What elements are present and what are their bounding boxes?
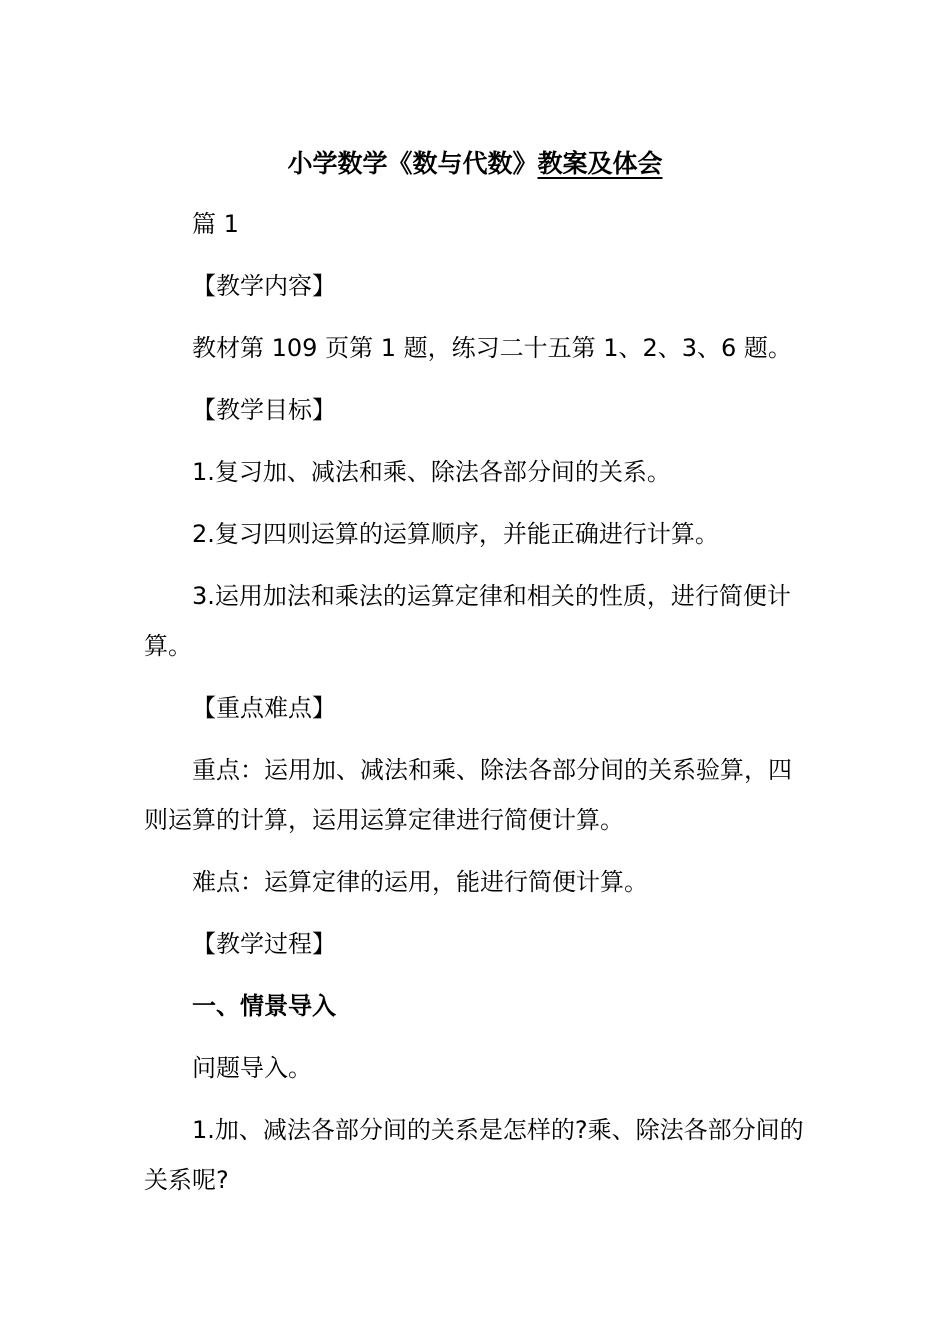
goal-item-1: 1.复习加、减法和乘、除法各部分间的关系。 xyxy=(192,458,671,486)
document-title xyxy=(0,144,950,184)
key-points-line1: 重点：运用加、减法和乘、除法各部分间的关系验算，四 xyxy=(192,756,792,784)
heading-teaching-goals: 【教学目标】 xyxy=(192,396,336,424)
goal-item-2: 2.复习四则运算的运算顺序，并能正确进行计算。 xyxy=(192,520,719,548)
intro-text: 问题导入。 xyxy=(192,1054,312,1082)
heading-teaching-content: 【教学内容】 xyxy=(192,272,336,300)
heading-teaching-process: 【教学过程】 xyxy=(192,930,336,958)
question-1-line2: 关系呢? xyxy=(144,1166,229,1194)
title-part-plain: 小学数学《数与代数》 xyxy=(287,149,538,178)
goal-item-3-line1: 3.运用加法和乘法的运算定律和相关的性质，进行简便计 xyxy=(192,582,791,610)
title-part-underlined: 教案及体会 xyxy=(537,149,663,178)
teaching-content-text: 教材第 109 页第 1 题，练习二十五第 1、2、3、6 题。 xyxy=(192,334,792,362)
goal-item-3-line2: 算。 xyxy=(144,632,192,660)
heading-key-difficult: 【重点难点】 xyxy=(192,694,336,722)
key-points-line2: 则运算的计算，运用运算定律进行简便计算。 xyxy=(144,806,624,834)
difficult-points: 难点：运算定律的运用，能进行简便计算。 xyxy=(192,868,648,896)
section-number: 篇 1 xyxy=(192,210,239,238)
question-1-line1: 1.加、减法各部分间的关系是怎样的?乘、除法各部分间的 xyxy=(192,1116,804,1144)
step-1-heading: 一、情景导入 xyxy=(192,992,336,1020)
